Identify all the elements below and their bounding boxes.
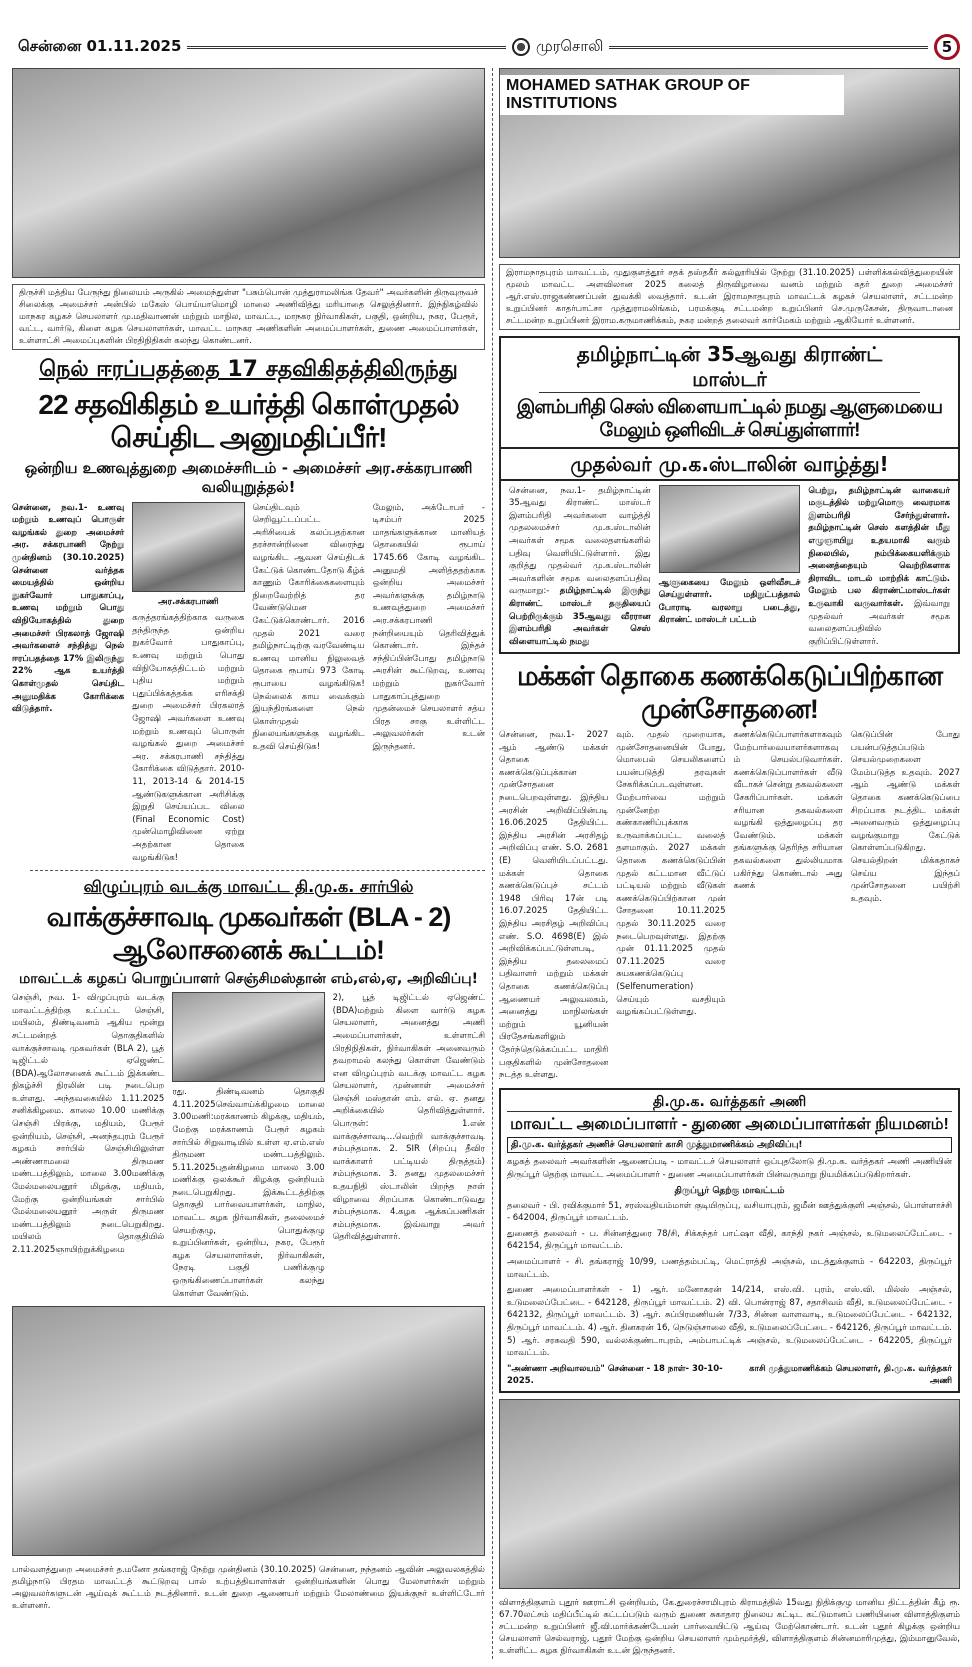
- article-subhead: முதல்வர் மு.க.ஸ்டாலின் வாழ்த்து!: [501, 447, 958, 481]
- chess-article: [499, 336, 960, 654]
- appointee-entry: அமைப்பாளர் - சி. தங்கராஜ் 10/99, பணத்தம்பட்டி, மெட்ராத்தி அஞ்சல், மடத்துக்குளம் - 642203, திருப்பூர் மாவட்டம்.: [507, 1256, 952, 1280]
- minister-portrait: [132, 502, 244, 592]
- trade-wing-notice: [499, 1088, 960, 1393]
- article-column: சென்னை, நவ.1- 2027 ஆம் ஆண்டு மக்கள் தொகை கணக்கெடுப்புக்கான முன்சோதனை நடைபெறவுள்ளது. இந்திய அரசின் அறிவிப்பின்படி 16.06.2025 தேதியிட்ட இந்திய அரசின் அரசிதழ் அறிவிப்பு எண். S.O. 2681 (E) வெளியிடப்பட்டது. மக்கள் தொகை கணக்கெடுப்புச் சட்டம் 1948 பிரிவு 17ன் படி 16.07.2025 தேதியிட்ட இந்திய அரசிதழ் அறிவிப்பு எண். S.O. 4698(E) இல் அறிவிக்கப்பட்டுள்ளபடி, இந்திய தலைமைப் பதிவாளர் மற்றும் மக்கள் தொகை கணக்கெடுப்பு ஆணையர் அலுவலகம், அனைத்து மாநிலங்கள் மற்றும் யூனியன் பிரதேசங்களிலும் தேர்ந்தெடுக்கப்பட்ட மாதிரி பகுதிகளில் முன்சோதனை நடத்த உள்ளது.: [499, 730, 609, 1081]
- right-column: [492, 68, 960, 1659]
- article-column: வும். முதல் முறையாக, முன்சோதனையின் போது, மொபைல் செயலிகளைப் பயன்படுத்தி தரவுகள் சேகரிக்கப்படவுள்ளன. மேற்பார்வை மற்றும் முன்னேற்ற கண்காணிப்புக்காக உருவாக்கப்பட்ட வலைத் தளமாகும். 2027 மக்கள் தொகை கணக்கெடுப்பின் முதல் கட்டமான வீட்டுப் பட்டியல் மற்றும் வீடுகள் கணக்கெடுப்பிற்கான முன் சோதனை 10.11.2025 முதல் 30.11.2025 வரை நடைபெறவுள்ளது. இதற்கு முன் 01.11.2025 முதல் 07.11.2025 வரை சுயகணக்கெடுப்பு (Selfenumeration) செய்யும் வசதியும் வழங்கப்பட்டுள்ளது.: [616, 730, 726, 1018]
- notice-kicker: தி.மு.க. வர்த்தகர் அணி: [507, 1094, 952, 1113]
- article-column: ரது. திண்டிவனம் தொகுதி 4.11.2025செவ்வாய்க்கிழமை மாலை 3.00மணி:மரக்காணம் கிழக்கு, மதியம், மேற்கு மரக்காணம் பேரூர் கழகம் சார்பில் சிறுவாடியில் உள்ள ஏ.எம்.எஸ் திருமண மண்டபத்திலும். 5.11.2025புதன்கிழமை மாலை 3.00 மணிக்கு ஒலக்கூர் கிழக்கு ஒன்றியம் நடைபெறுகிறது. இக்கூட்டத்திற்கு தொகுதி பார்வையாளர்கள், மாநில, மாவட்ட கழக நிர்வாகிகள், தலைமைச் செயற்குழு, பொதுக்குழு உறுப்பினர்கள், ஒன்றிய, நகர, பேரூர் கழக செயலாளர்கள், நிர்வாகிகள், நேரடி பகுதி பணிக்குழு ஒருங்கிணைப்பாளர்கள் கலந்து கொள்ள வேண்டும்.: [172, 1087, 325, 1299]
- mla-portrait: [172, 992, 324, 1082]
- article-subhead: மாவட்டக் கழகப் பொறுப்பாளர் செஞ்சிமஸ்தான் எம்,எல்,ஏ, அறிவிப்பு!: [19, 970, 478, 987]
- article-headline: வாக்குச்சாவடி முகவர்கள் (BLA - 2) ஆலோசனைக் கூட்டம்!: [46, 902, 451, 965]
- article-column: மேலும், அக்டோபர் - டிசம்பர் 2025 மாதங்களுக்கான மானியத் தொகையில் ரூபாய் 1745.66 கோடி வழங்கிட அனுமதி அளித்ததற்காக ஒன்றிய அமைச்சர் அவர்களுக்கு தமிழ்நாடு உணவுத்துறை அமைச்சர் அர.சக்கரபாணி நன்றியையும் தெரிவித்துக் கொண்டார். இந்தச் சந்திப்பின்போது தமிழ்நாடு அரசின் கூட்டுறவு, உணவு மற்றும் நுகர்வோர் பாதுகாப்புத்துறை முதன்மைச் செயலாளர் சத்ய பிரத சாகு உள்ளிட்ட அலுவலர்கள் உடன் இருந்தனர்.: [372, 502, 485, 752]
- photo-health-centre-inspection: [499, 1399, 960, 1589]
- dateline: சென்னை 01.11.2025: [18, 37, 182, 55]
- header-rule: [609, 46, 928, 49]
- article-subhead: ஒன்றிய உணவுத்துறை அமைச்சரிடம் - அமைச்சர் அர.சக்கரபாணி வலியுறுத்தல்!: [24, 458, 473, 497]
- district-title: திருப்பூர் தெற்கு மாவட்டம்: [674, 1185, 785, 1196]
- photo-art-festival: [499, 68, 960, 258]
- banner-text: MOHAMED SATHAK GROUP OF INSTITUTIONS: [500, 75, 844, 115]
- photo-statue-tribute: [12, 68, 485, 278]
- page-number: 5: [934, 34, 960, 60]
- notice-subhead: தி.மு.க. வர்த்தகர் அணிச் செயலாளர் காசி முத்துமாணிக்கம் அறிவிப்பு!: [507, 1137, 952, 1153]
- article-column: செய்திடவும் செறிவூட்டப்பட்ட அரிசியைக் கலப்பதற்கான தரச்சான்றினை விரைந்து வழங்கிட ஆவன செய்திடக் கேட்டுக் கொண்டதோடு கீழ்க் காணும் கோரிக்கைகளையும் நிறைவேற்றித் தர வேண்டுமென கேட்டுக்கொண்டார். 2016 முதல் 2021 வரை தமிழ்நாட்டிற்கு வரவேண்டிய உணவு மானிய நிலுவைத் தொகை ரூபாய் 973 கோடி ரூபாயை வழங்கிடுக! நெல்லைக் காய வைக்கும் இயந்திரங்களை நெல் கொள்முதல் நிலையங்களுக்கு வழங்கிட உதவி செய்திடுக!: [252, 502, 365, 752]
- portrait-caption: அர.சக்கரபாணி: [158, 596, 219, 607]
- article-kicker: நெல் ஈரப்பதத்தை 17 சதவிகிதத்திலிருந்து: [39, 357, 458, 382]
- page-body: [12, 68, 960, 1659]
- photo-caption: பால்வளத்துறை அமைச்சர் த.மனோ தங்கராஜ் நேற்று முன்தினம் (30.10.2025) சென்னை, நந்தனம் ஆவின் அலுவலகத்தில் தமிழ்நாடு பிரதம மாவட்டத் கூட்டுறவு பால் உற்பத்தியாளர்கள் ஒன்றியங்களின் பொது மேலாளர்கள் மற்றும் அலுவலர்களுடன் ஆய்வுக் கூட்டம் நடத்தினார். உடன் துறை ஆணையர் மற்றும் மேலாண்மை இயக்குநர் உள்ளிட்டோர் உள்ளனர்.: [12, 1562, 485, 1614]
- article-headline: 22 சதவிகிதம் உயர்த்தி கொள்முதல் செய்திட அனுமதிப்பீர்!: [38, 388, 459, 454]
- photo-caption: விளாத்திகுளம் புதூர் ஊராட்சி ஒன்றியம், கே.துரைச்சாமிபுரம் கிராமத்தில் 15வது நிதிக்குழு மானிய திட்டத்தின் கீழ் ரூ. 67.70லட்சம் மதிப்பீட்டில் கட்டப்படும் வரும் துணை சுகாதார நிலைய கட்டிட கட்டுமானப் பணியினை விளாத்திகுளம் சட்டமன்ற உறுப்பினர் ஜீ.வி.மார்க்கண்டேயன் பார்வையிட்டு ஆய்வு மேற்கொண்டார். உடன் புதூர் கிழக்கு ஒன்றிய செயலாளர் செல்வராஜ், புதூர் மேற்கு ஒன்றிய செயலாளர் மும்மூர்த்தி, விளாத்திகுளம் சின்னமாரிமுத்து, இம்மானுவேல், உள்ளிட்ட கழக நிர்வாகிகள் உடன் இருந்தனர்.: [499, 1595, 960, 1659]
- masthead: முரசொலி: [535, 37, 604, 55]
- article-text: இவ்வாறு முதல்வர் அவர்கள் சமூக வலைதளப்பதிவில் குறிப்பிட்டுள்ளார்.: [808, 598, 951, 647]
- photo-aavin-meeting: [12, 1306, 485, 1556]
- appointee-entry: தலைவர் - பி. ரவிக்குமார் 51, சரஸ்வதியம்மாள் குடியிருப்பு, வசியாபுரம், ஜமீன் ஊத்துக்குளி அஞ்சல், பொள்ளாச்சி - 642004, திருப்பூர் மாவட்டம்.: [507, 1200, 952, 1224]
- article-column: கணக்கெடுப்பாளர்களாகவும் மேற்பார்வையாளர்களாகவும் செயல்படுவார்கள். கணக்கெடுப்பாளர்கள் வீடு வீடாகச் சென்று தகவல்களை சேகரிப்பார்கள். மக்கள் சரியான தகவல்களை வழங்கி ஒத்துழைப்பு தர வேண்டும். மக்கள் தங்களுக்கு தெரிந்த சரியான தகவல்களை துல்லியமாக பகிர்ந்து கொண்டால் அது கணக்: [733, 730, 843, 892]
- article-text: சென்னை, நவ.1- தமிழ்நாட்டின் 35ஆவது கிராண்ட் மாஸ்டர் இளம்பரிதி அவர்களை வாழ்த்தி முதலமைச்சர் மு.க.ஸ்டாலின் அவர்கள் சமூக வலைதளங்களில் பதிவு வெளியிட்டுள்ளார். இது குறித்து முதல்வர் மு.க.ஸ்டாலின் அவர்களின் சமூக வலைதளப்பதிவு வருமாறு:-: [509, 485, 651, 597]
- census-article: [499, 660, 960, 1081]
- notice-headline: மாவட்ட அமைப்பாளர் - துணை அமைப்பாளர்கள் நியமனம்!: [510, 1116, 949, 1134]
- chess-player-photo: [659, 485, 801, 573]
- article-column: செஞ்சி, நவ. 1- விழுப்புரம் வடக்கு மாவட்டத்திற்கு உட்பட்ட செஞ்சி, மயிலம், திண்டிவனம் ஆகிய மூன்று சட்டமன்றத் தொகுதிகளில் வாக்குச்சாவடி முகவர்கள் (BLA 2), பூத் டிஜிட்டல் ஏஜெண்ட் (BDA)ஆலோசனைக் கூட்டம் இக்கண்ட நிகழ்ச்சி நிரலின் படி நடைபெற உள்ளது. அந்தவகையில் 1.11.2025 சனிக்கிழமை. காலை 10.00 மணிக்கு செஞ்சி பிரக்கு, மதியம், பேரூர் ஒன்றியம், செஞ்சி, அனந்தபுரம் பேரூர் கழகம் சார்பில் செஞ்சியிலுள்ள அண்ணாமலை திருமண மண்டபத்திலும், மாலை 3.00மணிக்கு மேல்மலையனூர் மிழக்கு, மதியம், மேற்கு ஒன்றியங்கள் சார்பில் மேல்மலையனூர் அருள் திருமண மண்டபத்திலும் நடைபெறுகிறது. மயிலம் தொகுதியில் 2.11.2025ஞாயிற்றுக்கிழமை: [12, 993, 165, 1255]
- notice-signatory: காசி முத்துமாணிக்கம் செயலாளர், தி.மு.க. வர்த்தகர் அணி: [749, 1363, 952, 1386]
- article-text: தமிழ்நாட்டில் இருந்து கிராண்ட் மாஸ்டர் தகுதியைப் பெற்றிருக்கும் 35ஆவது வீரரான இளம்பரிதி அவர்கள் செஸ் விளையாட்டில் நமது: [509, 586, 651, 647]
- article-column: கருத்தரங்கத்திற்காக வருகை தந்திருந்த ஒன்றிய நுகர்வோர் பாதுகாப்பு, உணவு மற்றும் பொது விநியோகத்திட்டம் மற்றும் புதிய மற்றும் புதுப்பிக்கத்தக்க எரிசக்தி துறை அமைச்சர் பிரகலாத் ஜோஷி அவர்களை உணவு மற்றும் உணவுப் பொருள் வழங்கல் துறை அமைச்சர் அர. சக்கரபாணி சந்தித்து கோரிக்கை விடுத்தார். 2010-11, 2013-14 & 2014-15 ஆண்டுகளுக்கான அரிசிக்கு இறுதி செய்யப்பட விலை (Final Economic Cost) முன்மொழிவினை ஏற்று அதற்கான தொகை வழங்கிடுக!: [132, 613, 245, 863]
- bla-meeting-article: [12, 877, 485, 1300]
- article-column: கெடுப்பின் போது பயன்படுத்தப்படும் செயல்முறைகளை மேம்படுத்த உதவும். 2027 ஆம் ஆண்டு மக்கள் தொகை கணக்கெடுப்பை சிறப்பாக நடத்திட மக்கள் அனைவரும் ஒத்துழைப்பு வழங்குமாறு கேட்டுக் கொள்ளப்படுகிறது. செயல்திறன் மிக்கதாகச் செய்ய இந்தப் முன்சோதனை பயிற்சி உதவும்.: [850, 730, 960, 904]
- appointee-entry: துணை அமைப்பாளர்கள் - 1) ஆர். மனோகரன் 14/214, எஸ்.வி. புரம், எஸ்.வி. மில்ஸ் அஞ்சல், உடுமலைப்பேட்டை - 642128, திருப்பூர் மாவட்டம். 2) வி. பொன்ராஜ் 87, சதாசிவம் வீதி, உடுமலைப்பேட்டை - 642132, திருப்பூர் மாவட்டம். 3) ஆர். சுப்பிரமணியன் 7/33, சின்ன வாளவாடி, உடுமலைப்பேட்டை - 642132, திருப்பூர் மாவட்டம். 4) ஆர். தினகரன் 16, நெடுஞ்சாலை வீதி, உடுமலைப்பேட்டை - 642126, திருப்பூர் மாவட்டம். 5) ஆர். சரசுவதி 590, வல்லக்குண்டாபுரம், அம்பாபட்டிக் அஞ்சல், உடுமலைப்பேட்டை - 642205, திருப்பூர் மாவட்டம்.: [507, 1285, 952, 1359]
- article-text: பெற்று, தமிழ்நாட்டின் வாகையர் மகுடத்தில் மற்றுமொரு வைரமாக இளம்பரிதி சேர்ந்துள்ளார். தமிழ்நாட்டின் செஸ் களத்தின் மீது எழுஞாயிறு உதயமாகி வரும் நிலையில், நம்பிக்கையளிக்கும் அனைத்தையும் வெற்றிகளாக திராவிட மாடல் மாற்றிக் காட்டும். மேலும் பல கிராண்ட்மாஸ்டர்கள் உருவாகி வருவார்கள்.: [808, 485, 951, 609]
- notice-place-date: "அண்ணா அறிவாலயம்" சென்னை - 18 நாள்- 30-10-2025.: [507, 1363, 723, 1386]
- page-header: [18, 34, 960, 60]
- section-divider: [30, 870, 485, 871]
- paddy-article: [12, 356, 485, 864]
- photo-caption: திருச்சி மத்திய பேருந்து நிலையம் அருகில் அமைந்துள்ள "பசும்பொன் முத்துராமலிங்க தேவர்" அவர்களின் திருவுருவச் சிலைக்கு அமைச்சர் அன்பில் மகேஸ் பொய்யாமொழி மாலை அணிவித்து மரியாதை செலுத்தினார். இந்நிகழ்வில் மாநகர கழகச் செயலாளர் மு.மதிவாணன் மற்றும் மாநில, மாவட்ட, மாநகர நிர்வாகிகள், பகுதி, ஒன்றிய, நகர, பேரூர், வட்ட, வார்டு, கிளை கழக செயலாளர்கள், மாவட்ட மாநகர அணிகளின் அமைப்பாளர்கள், துணை அமைப்பாளர்கள், உள்ளாட்சி அமைப்புகளின் பிரதிநிதிகள் கலந்து கொண்டனர்.: [12, 284, 485, 350]
- article-kicker: தமிழ்நாட்டின் 35ஆவது கிராண்ட் மாஸ்டர்: [539, 342, 920, 393]
- article-text: ஆளுகையை மேலும் ஒளிவீசடச் செய்துள்ளார். மதிநுட்பத்தால் போராடி வரலாறு படைத்து, கிராண்ட் மாஸ்டர் பட்டம்: [658, 577, 801, 626]
- article-headline: இளம்பரிதி செஸ் விளையாட்டில் நமது ஆளுமையை மேலும் ஒளிவிடச் செய்துள்ளார்!: [516, 397, 943, 441]
- appointee-entry: துணைத் தலைவர் - ப. சின்னத்துரை 78/சி, சிக்கந்தர் பாட்ஷா வீதி, காந்தி நகர் அஞ்சல், உடுமலைப்பேட்டை - 642154, திருப்பூர் மாவட்டம்.: [507, 1228, 952, 1252]
- article-kicker: விழுப்புரம் வடக்கு மாவட்ட தி.மு.க. சார்பில்: [83, 877, 414, 897]
- photo-caption: இராமநாதபுரம் மாவட்டம், முதுகுளத்தூர் சதக் தஸ்தகீர் கல்லூரியில் நேற்று (31.10.2025) பள்ளிக்கல்வித்துறையின் மூலம் மாவட்ட அளவிலான 2025 கலைத் திருவிழாவை வனம் மற்றும் கதர் துறை அமைச்சர் ஆர்.எஸ்.ராஜகண்ணப்பன் துவக்கி வைத்தார். உடன் இராமநாதபுரம் மாவட்டக் கழகச் செயலாளர், சட்டமன்ற உறுப்பினர் காதர்பாட்சா முத்துராமலிங்கம், பரமக்குடி சட்டமன்ற உறுப்பினர் செ.முருகேசன், திருவாடானை சட்டமன்ற உறுப்பினர் இராம.கருமாணிக்கம், நகர மன்றத் தலைவர் கார்மேகம் மற்றும் ஆகியோர் உள்ளனர்.: [499, 264, 960, 330]
- murasoli-drum-logo-icon: [512, 38, 530, 56]
- left-column: [12, 68, 485, 1614]
- notice-intro: கழகத் தலைவர் அவர்களின் ஆணைப்படி - மாவட்டச் செயலாளர் ஒப்புதலோடு தி.மு.க. வர்த்தகர் அணி அணியின் திருப்பூர் தெற்கு மாவட்ட அமைப்பாளர் - துணை அமைப்பாளர்கள் பின்வருமாறு நியமிக்கப்படுகிறார்கள்.: [507, 1157, 952, 1180]
- article-column: சென்னை, நவ.1- உணவு மற்றும் உணவுப் பொருள் வழங்கல் துறை அமைச்சர் அர. சக்கரபாணி நேற்று முன்தினம் (30.10.2025) சென்னை வர்த்தக மையத்தில் ஒன்றிய நுகர்வோர் பாதுகாப்பு, உணவு மற்றும் பொது விநியோகத்தில் துறை அமைச்சர் பிரகலாத் ஜோஷி அவர்களைச் சந்தித்து நெல் ஈரப்பதத்தை 17% இலிருந்து 22% ஆக உயர்த்தி கொள்முதல் செய்திட அனுமதிக்க கோரிக்கை விடுத்தார்.: [12, 502, 125, 715]
- header-rule: [187, 46, 506, 49]
- article-headline: மக்கள் தொகை கணக்கெடுப்பிற்கான முன்சோதனை!: [516, 661, 943, 724]
- article-column: 2), பூத் டிஜிட்டல் ஏஜெண்ட் (BDA)மற்றும் கிளை வார்டு கழக செயலாளர், அனைத்து அணி அமைப்பாளர்கள், உள்ளாட்சி பிரதிநிதிகள், நிர்வாகிகள் அனைவரும் தவறாமல் கலந்து கொள்ள வேண்டும் என விழுப்புரம் வடக்கு மாவட்ட கழக செயலாளர், முன்னாள் அமைச்சர் செஞ்சி மஸ்தான் எம். எல். ஏ. தனது அறிக்கையில் தெரிவித்துள்ளார். பொருள்: 1.என் வாக்குச்சாவடி...வெற்றி வாக்குச்சாவடி சம்பந்தமாக. 2. SIR (சிறப்பு தீவிர வாக்காளர் பட்டியல் திருத்தம்) சம்பந்தமாக. 3. தனது முதலமைச்சர் உதயநிதி ஸ்டாலின் பிறந்த நாள் விழாவை சிறப்பாக கொண்டாடுவது சம்பந்தமாக. 4.கழக ஆக்கப்பணிகள் சம்பந்தமாக. இவ்வாறு அவர் தெரிவித்துள்ளார்.: [332, 993, 485, 1243]
